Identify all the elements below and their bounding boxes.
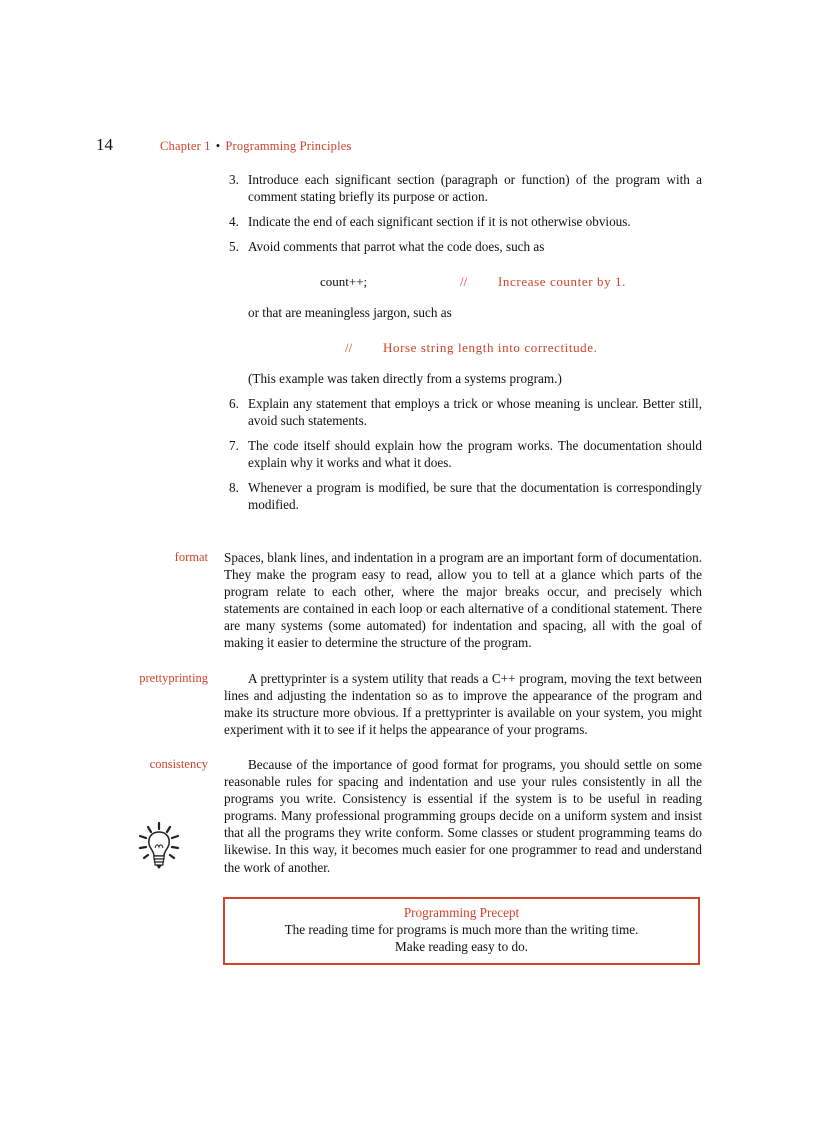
- list-item-number: 4.: [229, 214, 239, 229]
- list-item-text: Introduce each significant section (paragraph or function) of the program with a comment stating briefly its purpose or action.: [248, 172, 702, 204]
- precept-line-1: The reading time for programs is much more than the writing time.: [284, 922, 639, 937]
- list-item-number: 3.: [229, 172, 239, 187]
- code-example-2: [248, 339, 702, 356]
- list-item-number: 5.: [229, 239, 239, 254]
- list-item: [229, 213, 702, 230]
- paragraph-consistency: Because of the importance of good format for programs, you should settle on some reasonable rules for spacing and indentation and use your rules consistently in all the programs you write. Consistency is essential if the system is to be useful in reading programs. Many professional programming groups decide on a uniform system and insist that all the programs they write conform. Some classes or student programming teams do likewise. In this way, it becomes much easier for one programmer to read and understand the work of another.: [224, 757, 702, 875]
- programming-precept-box: [223, 897, 700, 965]
- section-label: Programming Principles: [225, 139, 352, 153]
- list-item-text: Whenever a program is modified, be sure that the documentation is correspondingly modified.: [248, 480, 702, 512]
- running-head: [160, 139, 352, 154]
- list-item-text: Explain any statement that employs a trick or whose meaning is unclear. Better still, avoid such statements.: [248, 396, 702, 428]
- code-comment: Increase counter by 1.: [498, 274, 626, 289]
- list-item-number: 6.: [229, 396, 239, 411]
- list-item: [229, 437, 702, 471]
- page-number: 14: [96, 135, 113, 154]
- list-item: [229, 395, 702, 429]
- chapter-label: Chapter 1: [160, 139, 211, 153]
- paragraph-prettyprinting: A prettyprinter is a system utility that reads a C++ program, moving the text between lines and adjusting the indentation so as to improve the appearance of the program and make its structure more obvious. If a prettyprinter is available on your system, you might experiment with it to see if it helps the appearance of your programs.: [224, 671, 702, 738]
- margin-note-prettyprinting: prettyprinting: [139, 671, 208, 685]
- code-comment-slashes: //: [460, 274, 468, 289]
- numbered-guidelines-list: [229, 171, 702, 521]
- code-comment-slashes: //: [345, 340, 353, 355]
- margin-note-format: format: [174, 550, 208, 564]
- code-example-1: [248, 273, 702, 290]
- code-statement: count++;: [320, 274, 368, 289]
- precept-title: Programming Precept: [403, 905, 520, 920]
- list-item: [229, 238, 702, 387]
- precept-line-2: Make reading easy to do.: [395, 939, 528, 954]
- list-item-text: Indicate the end of each significant section if it is not otherwise obvious.: [248, 214, 631, 229]
- margin-note-consistency: consistency: [149, 757, 208, 771]
- paragraph-format: Spaces, blank lines, and indentation in a program are an important form of documentation. They make the program easy to read, allow you to tell at a glance which parts of the program relate to each other, where the major breaks occur, and precisely which statements are contained in each loop or each alternative of a conditional statement. There are many systems (some automated) for indentation and spacing, all with the goal of making it easier to determine the structure of the program.: [224, 550, 702, 651]
- lightbulb-icon: [137, 820, 181, 872]
- list-item: [229, 171, 702, 205]
- list-item-text: The code itself should explain how the program works. The documentation should explain why it works and what it does.: [248, 438, 702, 470]
- bullet-separator: •: [215, 139, 221, 153]
- list-item-number: 7.: [229, 438, 239, 453]
- list-item-text: Avoid comments that parrot what the code does, such as: [248, 239, 545, 254]
- list-item-text-continued: or that are meaningless jargon, such as: [248, 305, 452, 320]
- list-item-text-continued: (This example was taken directly from a systems program.): [248, 371, 562, 386]
- code-comment: Horse string length into correctitude.: [383, 340, 598, 355]
- list-item: [229, 479, 702, 513]
- list-item-number: 8.: [229, 480, 239, 495]
